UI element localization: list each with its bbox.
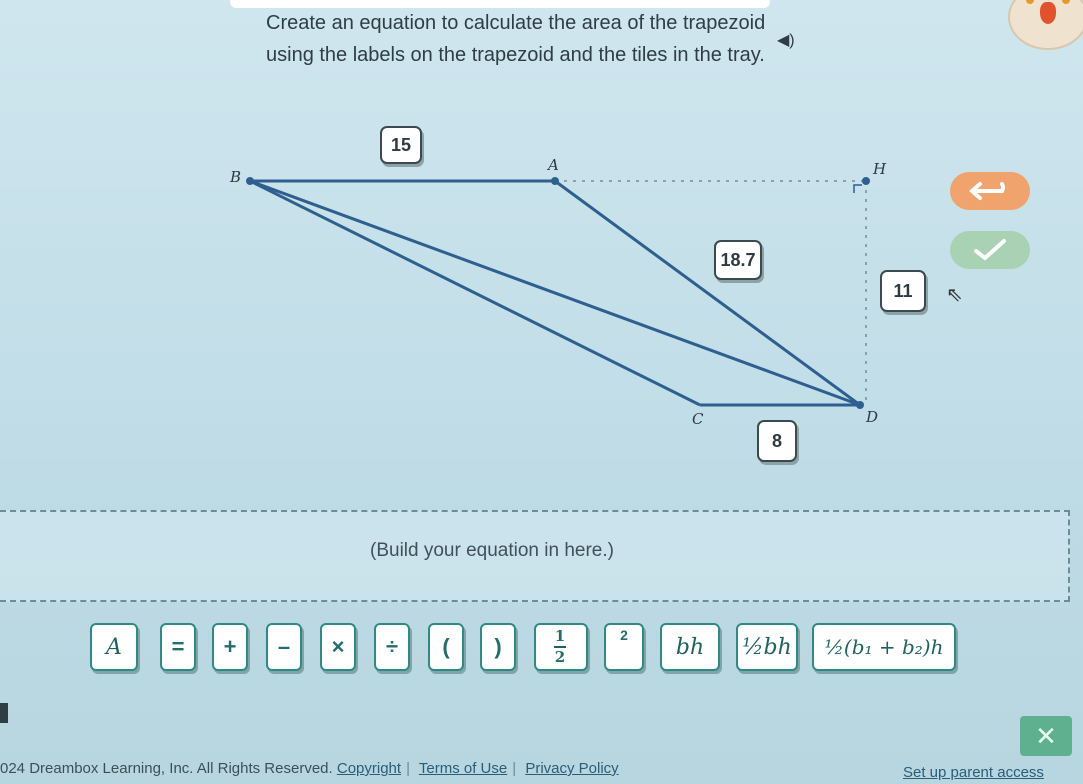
measure-tile-slant[interactable]: 18.7 — [714, 240, 762, 280]
tray-tile-close-paren[interactable]: ) — [480, 623, 516, 671]
tray-tile-minus[interactable]: – — [266, 623, 302, 671]
side-CB — [250, 181, 700, 405]
check-button[interactable] — [950, 231, 1030, 269]
tray-tile-divide[interactable]: ÷ — [374, 623, 410, 671]
tray-tile-equals[interactable]: = — [160, 623, 196, 671]
tray-tile-trapezoid-formula[interactable]: ½(b₁ + b₂)h — [812, 623, 956, 671]
side-marker — [0, 703, 8, 723]
point-H — [862, 177, 870, 185]
tray-tile-half-bh[interactable]: ½bh — [736, 623, 798, 671]
equation-placeholder: (Build your equation in here.) — [370, 540, 614, 561]
prompt-line-2: using the labels on the trapezoid and the tiles in the tray. — [266, 44, 765, 66]
one-half-fraction: $\frac{1}{2}$ — [554, 627, 566, 666]
tray-toggle-icon[interactable]: ✕ — [1020, 716, 1072, 756]
label-B: B — [230, 168, 242, 186]
measure-tile-height[interactable]: 11 — [880, 270, 926, 312]
undo-icon — [968, 180, 1012, 202]
mouse-pointer-icon: ⇖ — [946, 284, 963, 306]
right-angle-mark — [854, 185, 862, 193]
tray-tile-bh[interactable]: bh — [660, 623, 720, 671]
squared-exponent: 2 — [620, 627, 628, 643]
point-D — [856, 401, 864, 409]
checkmark-icon — [970, 237, 1010, 263]
measure-tile-bottom[interactable]: 8 — [757, 420, 797, 462]
speaker-icon[interactable]: ◀) — [777, 32, 795, 49]
point-B — [246, 177, 254, 185]
prompt-line-1: Create an equation to calculate the area of the trapezoid — [266, 12, 766, 34]
tray-tile-open-paren[interactable]: ( — [428, 623, 464, 671]
diagonal-BD — [250, 181, 860, 405]
label-A: A — [548, 156, 559, 174]
tray-tile-one-half[interactable] — [534, 623, 588, 671]
undo-button[interactable] — [950, 172, 1030, 210]
terms-link[interactable]: Terms of Use — [418, 760, 508, 777]
measure-tile-top[interactable]: 15 — [380, 126, 422, 164]
label-H: H — [873, 160, 887, 178]
label-D: D — [866, 408, 879, 426]
tray-tile-A[interactable]: A — [90, 623, 138, 671]
tray-tile-plus[interactable]: + — [212, 623, 248, 671]
tray-tile-squared[interactable] — [604, 623, 644, 671]
copyright-text: 024 Dreambox Learning, Inc. All Rights Reserved. — [0, 760, 333, 777]
footer: 024 Dreambox Learning, Inc. All Rights Reserved. Copyright | Terms of Use | Privacy Policy — [0, 760, 619, 777]
parent-access-link[interactable]: Set up parent access — [903, 764, 1044, 781]
point-A — [551, 177, 559, 185]
side-AD — [555, 181, 860, 405]
tray-tile-times[interactable]: × — [320, 623, 356, 671]
label-C: C — [692, 410, 704, 428]
privacy-link[interactable]: Privacy Policy — [525, 760, 619, 777]
copyright-link[interactable]: Copyright — [336, 760, 402, 777]
